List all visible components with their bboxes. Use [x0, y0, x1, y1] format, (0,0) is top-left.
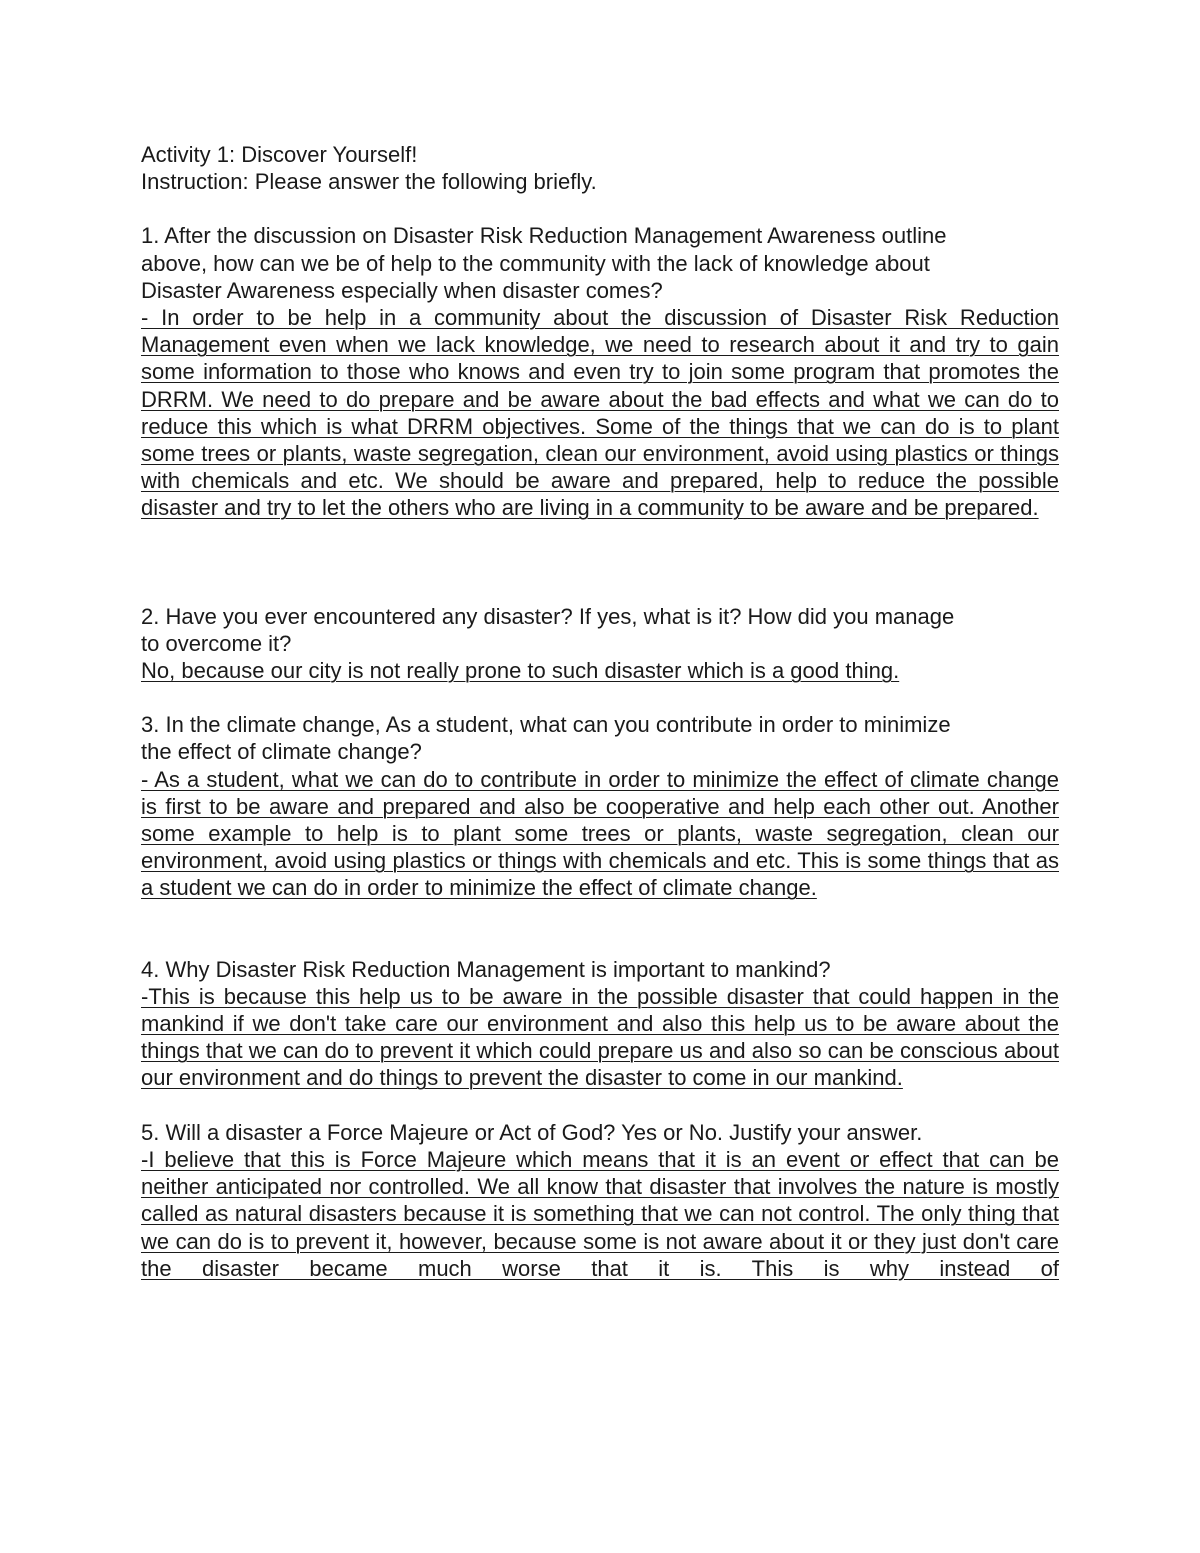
question-block-3 [141, 711, 1059, 901]
instruction-text: Instruction: Please answer the following briefly. [141, 169, 597, 195]
question-1-line-3: Disaster Awareness especially when disaster comes? [141, 277, 663, 303]
question-2-line-2: to overcome it? [141, 630, 292, 656]
answer-1: - In order to be help in a community about the discussion of Disaster Risk Reduction Management even when we lack knowledge, we need to research about it and try to gain some information to those who knows and even try to join some program that promotes the DRRM. We need to do prepare and be aware about the bad effects and what we can do to reduce this which is what DRRM objectives. Some of the things that we can do is to plant some trees or plants, waste segregation, clean our environment, avoid using plastics or things with chemicals and etc. We should be aware and prepared, help to reduce the possible disaster and try to let the others who are living in a community to be aware and be prepared. [141, 305, 1059, 521]
answer-4: -This is because this help us to be aware in the possible disaster that could happen in the mankind if we don't take care our environment and also this help us to be aware about the things that we can do to prevent it which could prepare us and also so can be conscious about our environment and do things to prevent the disaster to come in our mankind. [141, 983, 1059, 1091]
spacer [141, 684, 1059, 711]
answer-3: - As a student, what we can do to contribute in order to minimize the effect of climate change is first to be aware and prepared and also be cooperative and help each other out. Another some example to help is to plant some trees or plants, waste segregation, clean our environment, avoid using plastics or things with chemicals and etc. This is some things that as a student we can do in order to minimize the effect of climate change. [141, 766, 1059, 901]
spacer [141, 902, 1059, 956]
question-block-5 [141, 1119, 1059, 1282]
answer-2: No, because our city is not really prone to such disaster which is a good thing. [141, 658, 900, 684]
spacer [141, 195, 1059, 222]
question-block-4 [141, 956, 1059, 1092]
document-page [141, 141, 1059, 1282]
activity-title: Activity 1: Discover Yourself! [141, 142, 418, 167]
spacer [141, 1092, 1059, 1119]
question-2-line-1: 2. Have you ever encountered any disaster? If yes, what is it? How did you manage [141, 603, 955, 629]
question-1-line-1: 1. After the discussion on Disaster Risk Reduction Management Awareness outline [141, 223, 947, 249]
question-3-line-1: 3. In the climate change, As a student, what can you contribute in order to minimize [141, 712, 951, 738]
question-block-2 [141, 603, 1059, 685]
question-block-1 [141, 222, 1059, 521]
question-3-line-2: the effect of climate change? [141, 739, 422, 765]
spacer [141, 522, 1059, 603]
question-1-line-2: above, how can we be of help to the community with the lack of knowledge about [141, 250, 930, 276]
answer-5: -I believe that this is Force Majeure which means that it is an event or effect that can be neither anticipated nor controlled. We all know that disaster that involves the nature is mostly called as natural disasters because it is something that we can not control. The only thing that we can do is to prevent it, however, because some is not aware about it or they just don't care the disaster became much worse that it is. This is why instead of [141, 1146, 1059, 1281]
question-5-line-1: 5. Will a disaster a Force Majeure or Act of God? Yes or No. Justify your answer. [141, 1119, 923, 1145]
question-4-line-1: 4. Why Disaster Risk Reduction Management is important to mankind? [141, 956, 831, 982]
